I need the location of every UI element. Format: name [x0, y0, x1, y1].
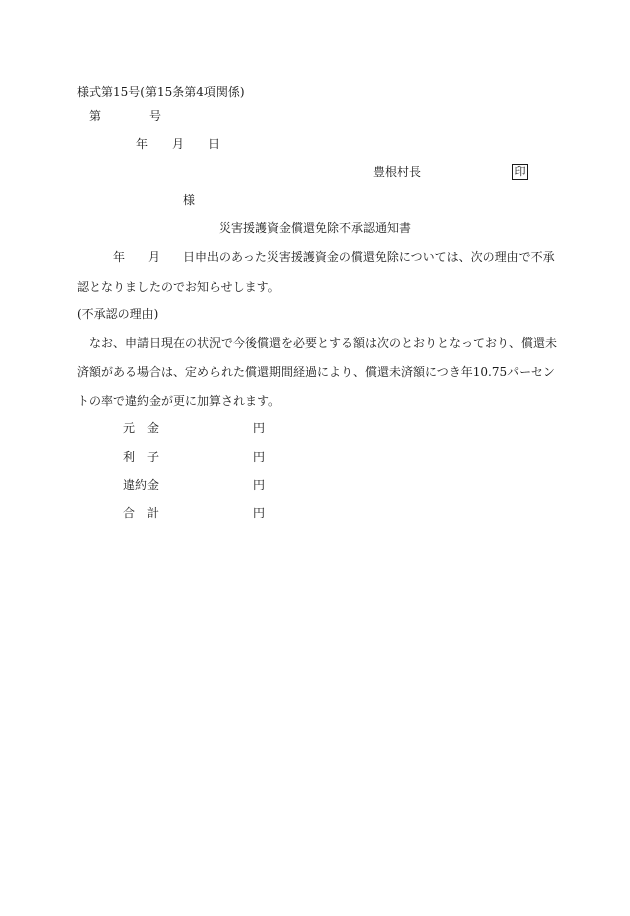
doc-number-suffix: 号 — [149, 109, 162, 123]
document-title: 災害援護資金償還免除不承認通知書 — [219, 221, 412, 235]
seal-mark: 印 — [512, 164, 528, 180]
amount-row-total — [123, 507, 273, 521]
body-line1: 日申出のあった災害援護資金の償還免除については、次の理由で不承 — [183, 250, 555, 264]
form-number: 様式第15号(第15条第4項関係) — [77, 85, 245, 99]
reason-line1: なお、申請日現在の状況で今後償還を必要とする額は次のとおりとなっており、償還未 — [89, 336, 558, 350]
seal-box — [512, 164, 528, 180]
doc-number-prefix: 第 — [89, 109, 102, 123]
reason-line3: トの率で違約金が更に加算されます。 — [77, 394, 281, 408]
reason-heading: (不承認の理由) — [77, 307, 159, 321]
amount-row-interest — [123, 451, 273, 465]
date-month: 月 — [172, 137, 185, 151]
body-line2: 認となりましたのでお知らせします。 — [77, 280, 280, 294]
recipient-suffix: 様 — [183, 193, 196, 207]
amount-label: 元 金 — [123, 421, 160, 435]
date-day: 日 — [208, 137, 221, 151]
amount-unit: 円 — [253, 421, 266, 435]
amount-label: 違約金 — [123, 478, 160, 492]
sender-title: 豊根村長 — [373, 165, 422, 179]
date-year: 年 — [136, 137, 149, 151]
body-year: 年 — [113, 250, 126, 264]
amount-label: 合 計 — [123, 506, 160, 520]
amount-unit: 円 — [253, 478, 266, 492]
amount-label: 利 子 — [123, 450, 160, 464]
amount-row-principal — [123, 422, 273, 436]
reason-line2: 済額がある場合は、定められた償還期間経過により、償還未済額につき年10.75パーセン — [77, 365, 555, 379]
body-month: 月 — [148, 250, 161, 264]
amount-unit: 円 — [253, 450, 266, 464]
amount-unit: 円 — [253, 506, 266, 520]
amount-row-penalty — [123, 479, 273, 493]
